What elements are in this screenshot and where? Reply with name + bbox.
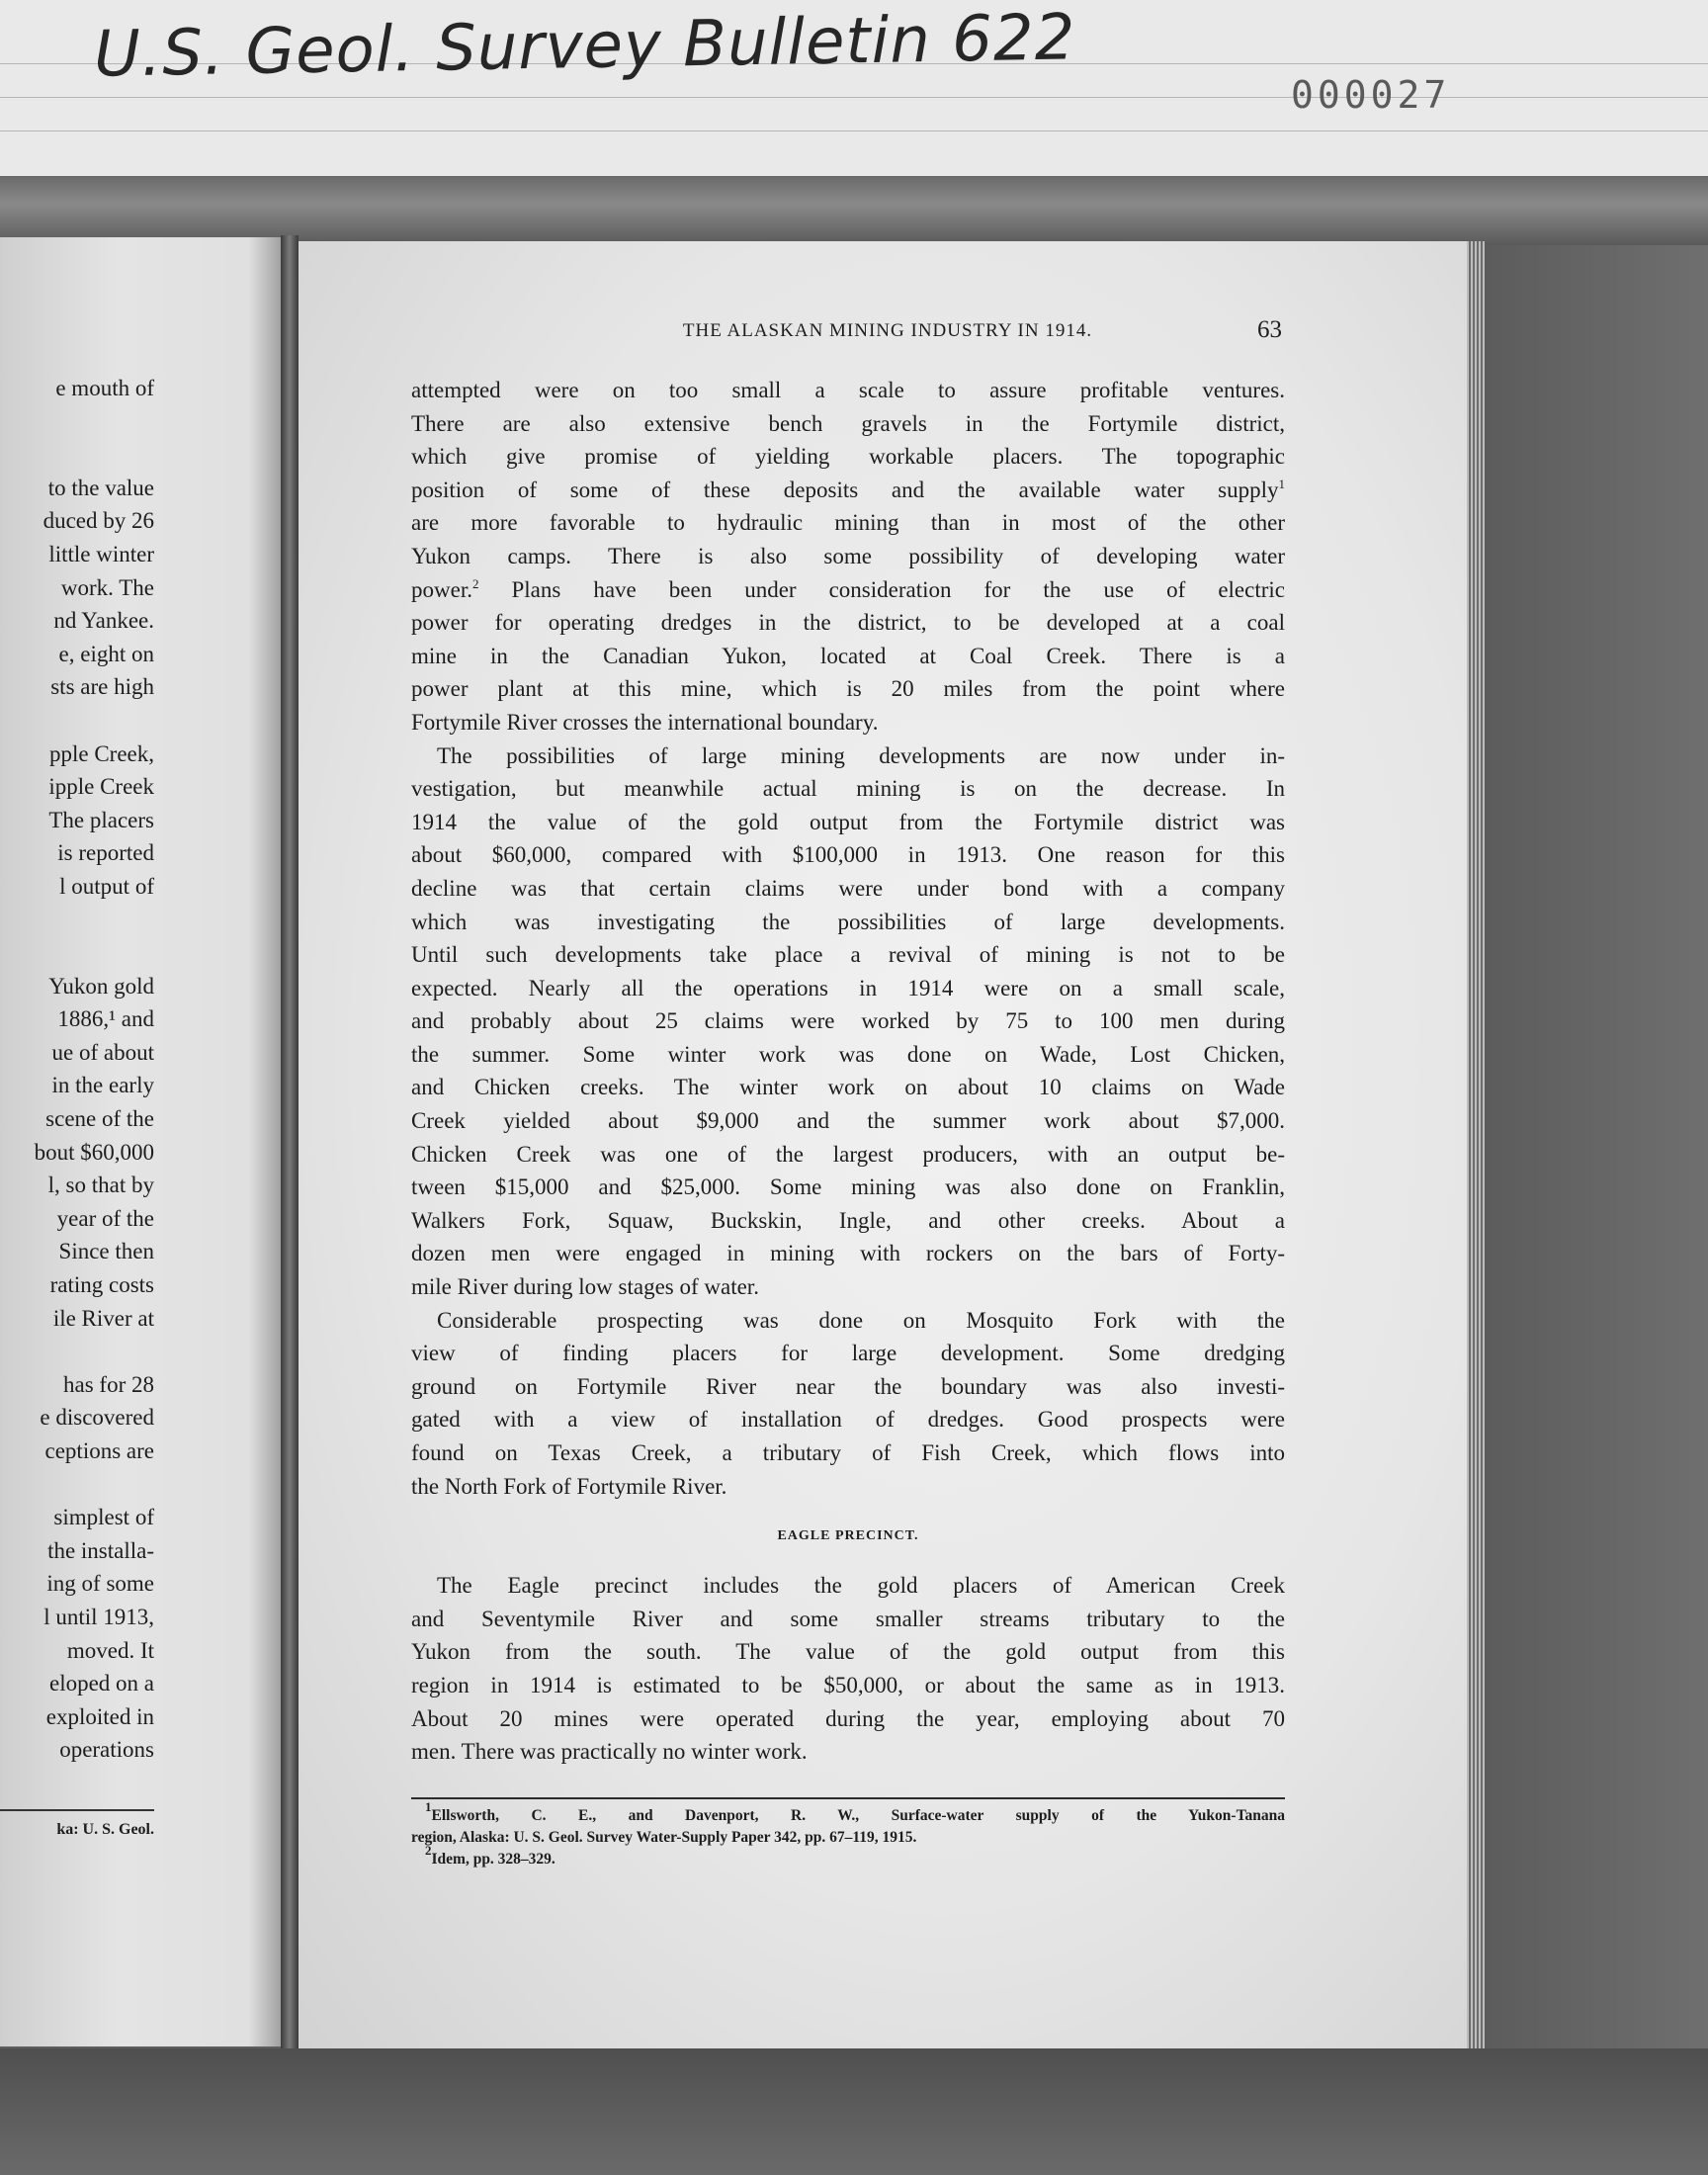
text-line: About 20 mines were operated during the year, employing about 70 <box>411 1705 1285 1731</box>
text-line: year of the <box>56 1205 154 1231</box>
text-line: e discovered <box>40 1405 154 1431</box>
text-line <box>0 704 154 738</box>
text-line: e mouth of <box>55 376 154 400</box>
text-line: operations <box>59 1737 154 1763</box>
text-line: is reported <box>57 840 154 866</box>
text-line: e, eight on <box>58 641 154 666</box>
footnotes <box>411 1799 1285 1870</box>
text-line: power for operating dredges in the district, to be developed at a coal <box>411 610 1285 636</box>
text-line: Considerable prospecting was done on Mosquito Fork with the <box>437 1307 1285 1333</box>
footnote-text: Ellsworth, C. E., and Davenport, R. W., Surface-water supply of the Yukon-Tanana <box>431 1807 1285 1824</box>
left-footnote-rule <box>0 1809 154 1811</box>
text-line: ing of some <box>46 1571 154 1597</box>
text-line: and Seventymile River and some smaller streams tributary to the <box>411 1606 1285 1631</box>
text-line: attempted were on too small a scale to assure profitable ventures. <box>411 378 1285 402</box>
text-line: scene of the <box>45 1106 154 1132</box>
footnote-text: Idem, pp. 328–329. <box>431 1851 555 1868</box>
ruled-line <box>0 130 1708 131</box>
text-line: pple Creek, <box>48 740 154 766</box>
book-page <box>299 241 1469 2048</box>
text-line: The Eagle precinct includes the gold placers of American Creek <box>437 1573 1285 1599</box>
left-page-text <box>0 372 154 1767</box>
footnote-mark: 1 <box>425 1799 432 1814</box>
footnote-rule <box>411 1797 1285 1799</box>
text-line: gated with a view of installation of dredges. Good prospects were <box>411 1407 1285 1433</box>
text-line: The possibilities of large mining developments are now under in- <box>437 742 1285 768</box>
footnote-ref-1: 1 <box>1278 476 1285 491</box>
text-line: Yukon from the south. The value of the gold output from this <box>411 1639 1285 1665</box>
text-line: power plant at this mine, which is 20 miles from the point where <box>411 676 1285 702</box>
paragraph-1 <box>411 374 1285 740</box>
footnote-1-continued: region, Alaska: U. S. Geol. Survey Water-Supply Paper 342, pp. 67–119, 1915. <box>411 1829 917 1846</box>
paragraph-4 <box>411 1569 1285 1769</box>
page-number: 63 <box>1257 316 1282 343</box>
page-edges <box>1467 241 1485 2048</box>
text-line: and probably about 25 claims were worked by 75 to 100 men during <box>411 1008 1285 1034</box>
stamp-number: 000027 <box>1291 73 1451 117</box>
text-line: exploited in <box>45 1703 154 1729</box>
footnote-2 <box>411 1843 1285 1870</box>
text-line: and Chicken creeks. The winter work on about 10 claims on Wade <box>411 1075 1285 1100</box>
text-line: Yukon camps. There is also some possibility of developing water <box>411 543 1285 568</box>
text-line: ground on Fortymile River near the boundary was also investi- <box>411 1373 1285 1399</box>
text-line: bout $60,000 <box>34 1139 154 1165</box>
text-line: the installa- <box>47 1537 154 1563</box>
text-line: little winter <box>48 541 154 566</box>
header-strip <box>0 0 1708 179</box>
text-line: Walkers Fork, Squaw, Buckskin, Ingle, and other creeks. About a <box>411 1207 1285 1233</box>
body-text <box>411 374 1285 1769</box>
text-line: l, so that by <box>47 1173 154 1198</box>
section-heading: EAGLE PRECINCT. <box>777 1528 919 1544</box>
book-spine <box>281 235 299 2050</box>
text-line: vestigation, but meanwhile actual mining is on the decrease. In <box>411 776 1285 802</box>
text-line: has for 28 <box>63 1371 154 1397</box>
text-line: which was investigating the possibilities of large developments. <box>411 909 1285 934</box>
text-line: the summer. Some winter work was done on Wade, Lost Chicken, <box>411 1041 1285 1067</box>
text-line <box>0 1335 154 1368</box>
text-line-content: position of some of these deposits and the available water supply <box>411 477 1279 502</box>
text-line <box>411 474 1285 507</box>
text-line: Creek yielded about $9,000 and the summer work about $7,000. <box>411 1108 1285 1134</box>
text-line: l output of <box>59 873 154 899</box>
text-line: The placers <box>48 807 154 832</box>
text-line: are more favorable to hydraulic mining than in most of the other <box>411 510 1285 536</box>
text-line-content: power. <box>411 576 472 602</box>
text-line: 1886,¹ and <box>57 1006 154 1032</box>
handwritten-title: U.S. Geol. Survey Bulletin 622 <box>93 1 1076 92</box>
text-line: l until 1913, <box>43 1604 154 1629</box>
text-line: moved. It <box>66 1637 154 1663</box>
text-line: Fortymile River crosses the international boundary. <box>411 709 879 735</box>
text-line: region in 1914 is estimated to be $50,000, or about the same as in 1913. <box>411 1672 1285 1697</box>
text-line <box>0 438 154 472</box>
text-line: mine in the Canadian Yukon, located at Coal Creek. There is a <box>411 643 1285 668</box>
text-line: to the value <box>47 475 154 500</box>
text-line: dozen men were engaged in mining with rockers on the bars of Forty- <box>411 1241 1285 1266</box>
ruled-line <box>0 97 1708 98</box>
text-line <box>0 405 154 439</box>
text-line: which give promise of yielding workable placers. The topographic <box>411 444 1285 470</box>
text-line <box>0 1468 154 1502</box>
text-line: about $60,000, compared with $100,000 in 1913. One reason for this <box>411 842 1285 868</box>
text-line: tween $15,000 and $25,000. Some mining was also done on Franklin, <box>411 1174 1285 1200</box>
text-line: decline was that certain claims were under bond with a company <box>411 875 1285 901</box>
text-line: Until such developments take place a revival of mining is not to be <box>411 942 1285 968</box>
text-line: simplest of <box>53 1505 154 1530</box>
text-line: ipple Creek <box>48 774 154 800</box>
text-line: expected. Nearly all the operations in 1914 were on a small scale, <box>411 975 1285 1000</box>
text-line: ue of about <box>51 1039 154 1065</box>
text-line: found on Texas Creek, a tributary of Fish Creek, which flows into <box>411 1440 1285 1465</box>
text-line: Yukon gold <box>48 973 154 999</box>
text-line <box>0 936 154 970</box>
left-page-footnote: ka: U. S. Geol. <box>56 1821 154 1838</box>
text-line: in the early <box>51 1073 154 1098</box>
scan-background-bottom <box>0 2048 1708 2175</box>
text-line: ile River at <box>52 1305 154 1331</box>
text-line: 1914 the value of the gold output from the Fortymile district was <box>411 809 1285 834</box>
footnote-1 <box>411 1799 1285 1827</box>
text-line: ceptions are <box>44 1438 154 1463</box>
text-line: view of finding placers for large development. Some dredging <box>411 1341 1285 1366</box>
paragraph-3 <box>411 1304 1285 1504</box>
text-line: men. There was practically no winter work. <box>411 1739 808 1765</box>
text-line: Chicken Creek was one of the largest producers, with an output be- <box>411 1141 1285 1167</box>
text-line: There are also extensive bench gravels in the Fortymile district, <box>411 410 1285 436</box>
running-head: THE ALASKAN MINING INDUSTRY IN 1914. <box>682 320 1093 341</box>
paragraph-2 <box>411 740 1285 1304</box>
text-line: the North Fork of Fortymile River. <box>411 1473 727 1499</box>
text-line: Since then <box>58 1239 154 1264</box>
text-line: eloped on a <box>48 1671 154 1696</box>
scan-background <box>0 176 1708 245</box>
text-line: rating costs <box>49 1272 154 1298</box>
text-line: mile River during low stages of water. <box>411 1274 759 1300</box>
text-line: duced by 26 <box>43 508 154 534</box>
text-line: sts are high <box>50 674 154 700</box>
text-line <box>0 904 154 937</box>
left-facing-page <box>0 237 293 2046</box>
text-line-content: Plans have been under consideration for the use of electric <box>478 576 1285 602</box>
text-line <box>411 573 1285 607</box>
scan-background-right <box>1485 245 1708 2048</box>
text-line: nd Yankee. <box>53 608 154 634</box>
footnote-mark: 2 <box>425 1843 432 1858</box>
text-line: work. The <box>60 574 154 600</box>
footnote-ref-2: 2 <box>471 575 479 591</box>
